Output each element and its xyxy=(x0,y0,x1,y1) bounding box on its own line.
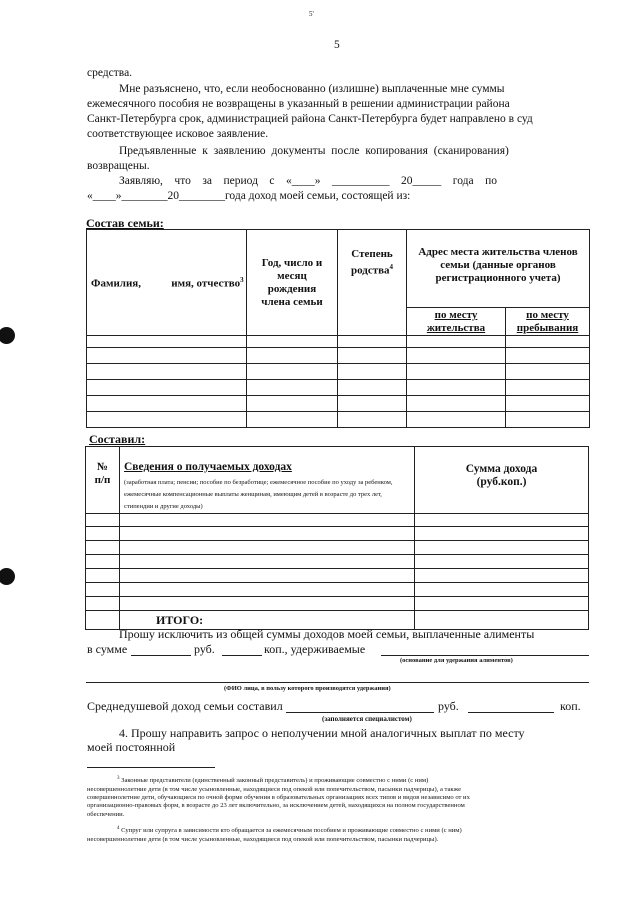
footnote-3 xyxy=(87,775,589,819)
avg-income-kop-label: коп. xyxy=(560,699,581,713)
page-number: 5 xyxy=(334,39,340,51)
avg-income-kop-field[interactable] xyxy=(468,712,554,713)
income-table xyxy=(85,446,589,630)
family-col-stay xyxy=(506,308,590,336)
family-col-relation xyxy=(338,230,407,336)
table-row xyxy=(87,412,590,428)
text-line: Предъявленные к заявлению документы после копирования (сканирования) xyxy=(119,145,509,157)
footnote-text: Супруг или супруга в зависимости кто обращается за ежемесячным пособием и проживающие совместно с ними (с ним) xyxy=(121,827,462,835)
alimony-person-note: (ФИО лица, в пользу которого производятся удержания) xyxy=(224,685,391,692)
table-row xyxy=(87,364,590,380)
alimony-basis-note: (основание для удержания алиментов) xyxy=(400,657,513,664)
family-col-address xyxy=(407,230,590,308)
total-label: ИТОГО: xyxy=(156,613,204,627)
text-line: ежемесячного пособия не возвращены в указанный в решении администрации района xyxy=(87,98,510,110)
alimony-kop-label: коп., удерживаемые xyxy=(264,642,366,656)
table-row xyxy=(86,555,589,569)
footnote-ref: 3 xyxy=(240,276,244,285)
income-col-sum xyxy=(415,447,589,514)
punch-hole-top xyxy=(0,327,15,344)
text-line: «____»________20________года доход моей семьи, состоящей из: xyxy=(87,190,411,202)
text-line: Мне разъяснено, что, если необоснованно (излишне) выплаченные мне суммы xyxy=(119,83,505,95)
header-label: Год, число и месяц рождения члена семьи xyxy=(261,256,323,308)
table-row xyxy=(86,583,589,597)
family-col-name xyxy=(87,230,247,336)
header-label: по месту пребывания xyxy=(516,308,579,334)
alimony-person-field[interactable] xyxy=(86,682,589,683)
header-label: Сведения о получаемых доходах xyxy=(124,461,292,473)
table-row xyxy=(87,336,590,348)
text-line: Санкт-Петербурга срок, администрацией района Санкт-Петербурга будет направлено в суд xyxy=(87,113,533,125)
footnote-mark: 3 xyxy=(117,776,120,781)
footnote-separator xyxy=(87,767,215,768)
table-row xyxy=(86,541,589,555)
income-col-info xyxy=(120,447,415,514)
table-row xyxy=(86,597,589,611)
text-line: соответствующее исковое заявление. xyxy=(87,128,269,140)
table-row xyxy=(86,527,589,541)
alimony-basis-field[interactable] xyxy=(381,655,589,656)
table-row xyxy=(86,569,589,583)
family-col-birth xyxy=(247,230,338,336)
header-label: Адрес места жительства членов семьи (данные органов регистрационного учета) xyxy=(418,246,578,284)
table-row xyxy=(87,348,590,364)
income-note: (заработная плата; пенсии; пособие по безработице; ежемесячное пособие по уходу за ребенком, ежемесячные компенсационные выплаты женщинам, имеющим детей в возрасте до трех лет, стипендии и другие доходы) xyxy=(124,479,393,510)
corner-mark: 5' xyxy=(309,10,314,18)
text-line: средства. xyxy=(87,67,133,79)
footnote-text: несовершеннолетние дети (в том числе усыновленные, находящиеся под опекой или попечительством, пасынки падчерицы). xyxy=(87,835,439,843)
text-line: возвращены. xyxy=(87,160,150,172)
header-label: Степень родства xyxy=(350,248,393,277)
family-section-title: Состав семьи: xyxy=(86,216,164,230)
footnote-text: совершеннолетние дети, обучающиеся по очной форме обучения в образовательных организациях всех типов и видов независимо от их xyxy=(87,794,470,801)
footnote-mark: 4 xyxy=(117,826,120,831)
footnote-text: Законные представители (единственный законный представитель) и проживающие совместно с ними (с ним) xyxy=(121,777,429,785)
header-label: Сумма дохода (руб.коп.) xyxy=(465,463,538,488)
avg-income-label: Среднедушевой доход семьи составил xyxy=(87,699,283,713)
text-line: Прошу исключить из общей суммы доходов моей семьи, выплаченные алименты xyxy=(119,627,535,641)
table-row xyxy=(87,380,590,396)
family-table xyxy=(86,229,590,428)
alimony-rub-label: руб. xyxy=(194,642,215,656)
footnote-text: организационно-правовых форм, в возрасте до 23 лет включительно, за исключением детей, находящихся на полном государственном xyxy=(87,802,465,810)
income-col-number xyxy=(86,447,120,514)
footnote-4 xyxy=(87,825,589,844)
alimony-rub-field[interactable] xyxy=(131,655,191,656)
text-line: Заявляю, что за период с «____» __________ 20_____ года по xyxy=(119,175,497,187)
income-section-title: Составил: xyxy=(89,432,146,446)
alimony-sum-label: в сумме xyxy=(87,642,128,656)
family-col-residence xyxy=(407,308,506,336)
footnote-text: несовершеннолетние дети (в том числе усыновленные, находящиеся под опекой или попечительством, пасынки падчерицы), а также xyxy=(87,785,462,793)
table-row xyxy=(86,514,589,527)
text-line: моей постоянной xyxy=(87,740,176,754)
header-label: по месту жительства xyxy=(426,308,486,334)
avg-income-rub-label: руб. xyxy=(438,699,459,713)
avg-income-rub-field[interactable] xyxy=(286,712,434,713)
footnote-ref: 4 xyxy=(389,263,394,271)
header-label: № п/п xyxy=(94,461,111,486)
avg-income-note: (заполняется специалистом) xyxy=(322,715,412,723)
text-line: 4. Прошу направить запрос о неполучении мной аналогичных выплат по месту xyxy=(119,726,525,740)
alimony-kop-field[interactable] xyxy=(222,655,262,656)
header-label: Фамилия, имя, отчество xyxy=(91,277,241,290)
table-row xyxy=(87,396,590,412)
punch-hole-bottom xyxy=(0,568,15,585)
footnote-text: обеспечении. xyxy=(87,810,125,818)
